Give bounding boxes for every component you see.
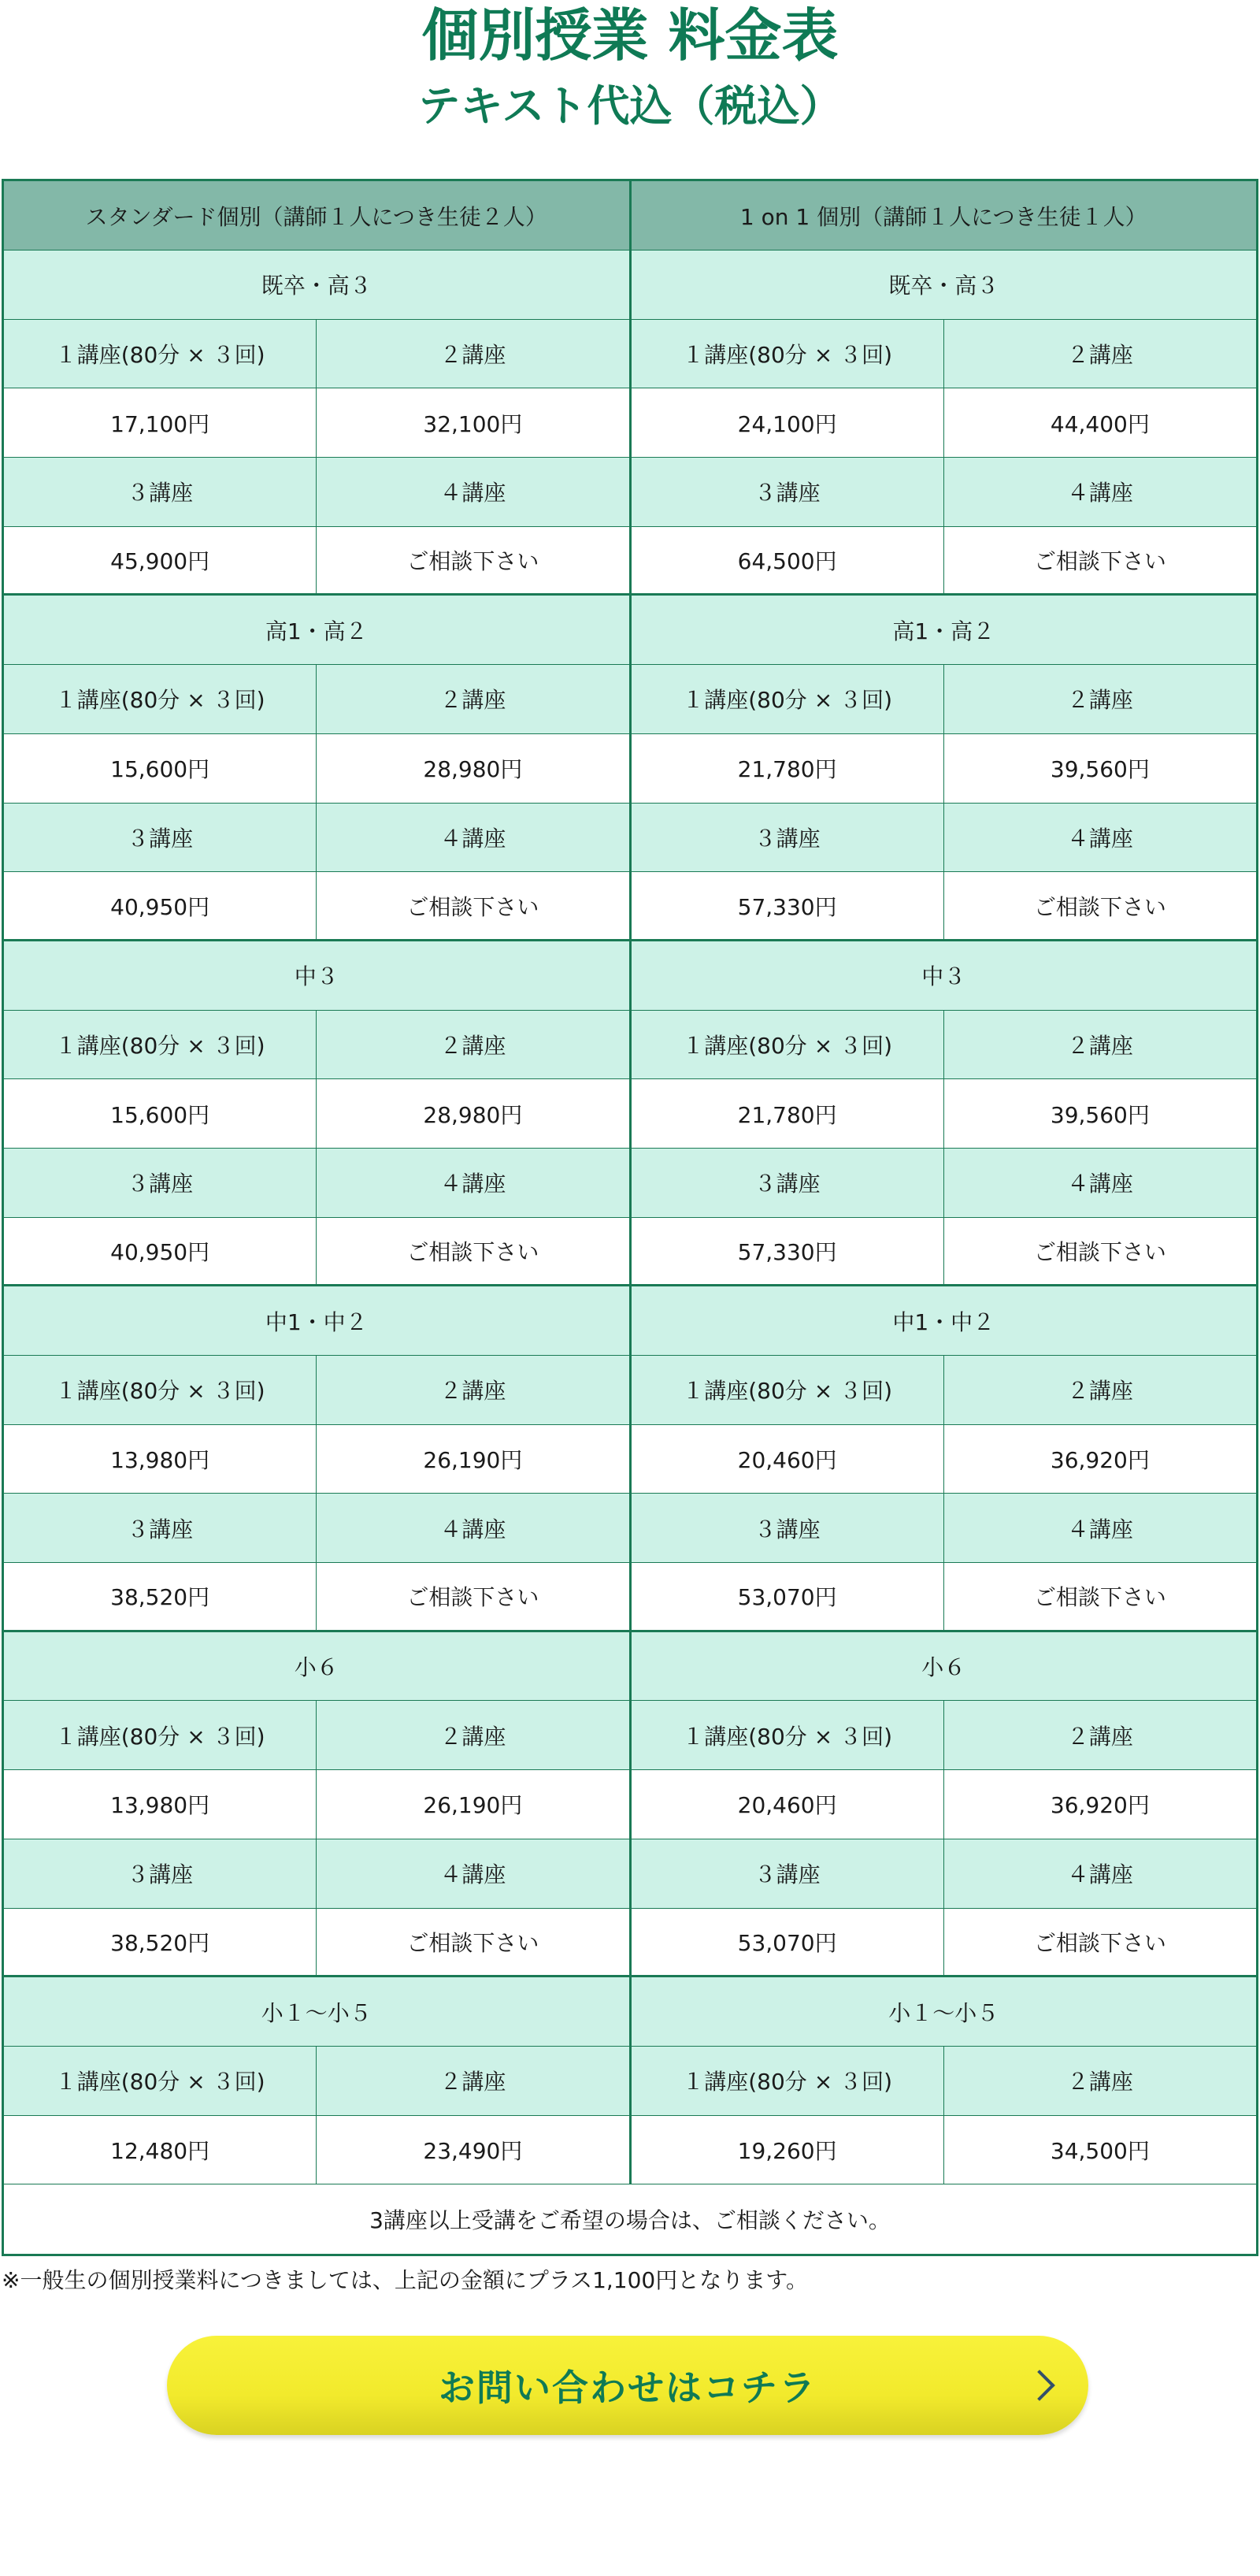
grade-label-one-on-one: 中３ (921, 963, 966, 990)
price-row (4, 1909, 1256, 1978)
price-one-on-one: 57,330円 (632, 872, 944, 939)
contact-button[interactable] (167, 2336, 1088, 2435)
course-label: １講座(80分 × ３回) (632, 1356, 944, 1424)
price-standard: ご相談下さい (317, 1218, 631, 1285)
price-one-on-one: 20,460円 (632, 1425, 944, 1494)
course-label: ２講座 (1066, 1378, 1133, 1405)
course-label: １講座(80分 × ３回) (4, 320, 317, 388)
price-one-on-one: 21,780円 (632, 734, 944, 803)
course-label: ４講座 (1066, 1861, 1133, 1888)
price-standard: 15,600円 (4, 734, 317, 803)
course-label: ２講座 (317, 320, 631, 388)
course-label: ３講座 (632, 1149, 944, 1217)
price-one-on-one: 53,070円 (632, 1563, 944, 1630)
course-label: ３講座 (4, 1839, 317, 1908)
chevron-right-icon (1024, 2370, 1055, 2401)
course-label-row (4, 1011, 1256, 1080)
pricing-table (2, 179, 1258, 2256)
price-row (4, 734, 1256, 804)
course-label-row (4, 1839, 1256, 1909)
course-label: ４講座 (1066, 1171, 1133, 1197)
price-one-on-one: 53,070円 (632, 1909, 944, 1976)
course-label: ３講座 (632, 458, 944, 526)
table-note: 3講座以上受講をご希望の場合は、ご相談ください。 (369, 2207, 891, 2234)
price-row (4, 1770, 1256, 1839)
price-one-on-one: 39,560円 (1050, 756, 1150, 783)
course-label: ２講座 (1066, 1723, 1133, 1750)
price-standard: 26,190円 (317, 1425, 631, 1494)
price-row (4, 1079, 1256, 1149)
price-one-on-one: 34,500円 (1050, 2137, 1150, 2164)
price-one-on-one: ご相談下さい (1033, 548, 1166, 575)
grade-label-standard: 中1・中２ (4, 1286, 632, 1355)
course-label: ４講座 (1066, 480, 1133, 507)
price-standard: 45,900円 (4, 527, 317, 594)
course-label: ２講座 (1066, 2069, 1133, 2095)
price-one-on-one: ご相談下さい (1033, 893, 1166, 920)
course-label: ４講座 (1066, 1516, 1133, 1542)
course-label: １講座(80分 × ３回) (632, 1011, 944, 1079)
price-standard: 23,490円 (317, 2116, 631, 2184)
grade-row (4, 1286, 1256, 1356)
price-row (4, 872, 1256, 941)
grade-row (4, 251, 1256, 320)
course-label: ４講座 (317, 804, 631, 872)
course-label: １講座(80分 × ３回) (632, 665, 944, 733)
course-label: １講座(80分 × ３回) (4, 665, 317, 733)
course-label: １講座(80分 × ３回) (632, 320, 944, 388)
price-standard: ご相談下さい (317, 527, 631, 594)
course-label: １講座(80分 × ３回) (4, 1011, 317, 1079)
course-label: １講座(80分 × ３回) (4, 1356, 317, 1424)
price-row (4, 2116, 1256, 2185)
course-label: ３講座 (632, 1839, 944, 1908)
price-standard: 40,950円 (4, 1218, 317, 1285)
grade-groups (4, 251, 1256, 2184)
course-label-row (4, 804, 1256, 873)
course-label: １講座(80分 × ３回) (4, 2047, 317, 2115)
price-standard: ご相談下さい (317, 872, 631, 939)
course-label-row (4, 1149, 1256, 1218)
course-label: １講座(80分 × ３回) (632, 2047, 944, 2115)
price-one-on-one: 39,560円 (1050, 1101, 1150, 1128)
course-label-row (4, 320, 1256, 389)
price-standard: 26,190円 (317, 1770, 631, 1839)
contact-button-label: お問い合わせはコチラ (439, 2366, 817, 2409)
course-label: ３講座 (632, 1494, 944, 1562)
price-one-on-one: 20,460円 (632, 1770, 944, 1839)
price-row (4, 388, 1256, 458)
price-standard: 13,980円 (4, 1770, 317, 1839)
course-label: ３講座 (4, 1494, 317, 1562)
grade-label-one-on-one: 高1・高２ (892, 618, 995, 644)
price-one-on-one: 36,920円 (1050, 1447, 1150, 1474)
price-standard: 32,100円 (317, 388, 631, 457)
page-title: 個別授業 料金表 (421, 2, 839, 69)
price-standard: ご相談下さい (317, 1909, 631, 1976)
price-row (4, 1425, 1256, 1494)
header-standard: スタンダード個別（講師１人につき生徒２人） (4, 181, 632, 250)
table-note-row (4, 2184, 1256, 2254)
course-label: ３講座 (4, 804, 317, 872)
grade-label-standard: 中３ (4, 941, 632, 1010)
page-subtitle: テキスト代込（税込） (417, 81, 843, 131)
price-one-on-one: 19,260円 (632, 2116, 944, 2184)
price-row (4, 527, 1256, 596)
course-label: ４講座 (317, 1149, 631, 1217)
grade-label-one-on-one: 小１～小５ (888, 1999, 999, 2026)
price-one-on-one: ご相談下さい (1033, 1584, 1166, 1611)
price-standard: 28,980円 (317, 1079, 631, 1148)
course-label: ２講座 (317, 1011, 631, 1079)
price-one-on-one: ご相談下さい (1033, 1238, 1166, 1265)
course-label: ２講座 (317, 2047, 631, 2115)
price-standard: 13,980円 (4, 1425, 317, 1494)
header-one-on-one: 1 on 1 個別（講師１人につき生徒１人） (739, 203, 1147, 230)
course-label-row (4, 1701, 1256, 1770)
price-one-on-one: 24,100円 (632, 388, 944, 457)
price-standard: 15,600円 (4, 1079, 317, 1148)
grade-label-standard: 高1・高２ (4, 596, 632, 664)
course-label: ４講座 (317, 1494, 631, 1562)
course-label-row (4, 458, 1256, 527)
course-label: ２講座 (1066, 342, 1133, 369)
price-standard: 12,480円 (4, 2116, 317, 2184)
grade-label-standard: 小６ (4, 1632, 632, 1701)
course-label-row (4, 665, 1256, 734)
course-label-row (4, 1494, 1256, 1563)
course-label: ４講座 (1066, 825, 1133, 852)
price-one-on-one: 21,780円 (632, 1079, 944, 1148)
grade-label-standard: 既卒・高３ (4, 251, 632, 319)
price-row (4, 1218, 1256, 1287)
course-label: ２講座 (317, 1356, 631, 1424)
price-standard: 38,520円 (4, 1563, 317, 1630)
course-label: ４講座 (317, 1839, 631, 1908)
course-label: ４講座 (317, 458, 631, 526)
price-standard: 28,980円 (317, 734, 631, 803)
price-one-on-one: 36,920円 (1050, 1792, 1150, 1819)
price-one-on-one: ご相談下さい (1033, 1929, 1166, 1956)
course-label-row (4, 2047, 1256, 2116)
course-label: ２講座 (1066, 1032, 1133, 1059)
price-one-on-one: 57,330円 (632, 1218, 944, 1285)
grade-row (4, 941, 1256, 1011)
grade-label-standard: 小１～小５ (4, 1977, 632, 2046)
price-one-on-one: 44,400円 (1050, 410, 1150, 437)
price-one-on-one: 64,500円 (632, 527, 944, 594)
price-standard: 17,100円 (4, 388, 317, 457)
course-label: １講座(80分 × ３回) (632, 1701, 944, 1769)
price-standard: 38,520円 (4, 1909, 317, 1976)
course-label: ３講座 (632, 804, 944, 872)
course-label-row (4, 1356, 1256, 1425)
grade-row (4, 596, 1256, 665)
price-row (4, 1563, 1256, 1632)
grade-label-one-on-one: 中1・中２ (892, 1308, 995, 1335)
course-label: ２講座 (317, 665, 631, 733)
table-header-row (4, 181, 1256, 251)
grade-label-one-on-one: 既卒・高３ (888, 273, 999, 299)
course-label: ３講座 (4, 1149, 317, 1217)
course-label: ２講座 (317, 1701, 631, 1769)
price-standard: 40,950円 (4, 872, 317, 939)
course-label: ２講座 (1066, 687, 1133, 714)
grade-label-one-on-one: 小６ (921, 1654, 966, 1681)
course-label: ３講座 (4, 458, 317, 526)
price-standard: ご相談下さい (317, 1563, 631, 1630)
course-label: １講座(80分 × ３回) (4, 1701, 317, 1769)
grade-row (4, 1977, 1256, 2047)
grade-row (4, 1632, 1256, 1702)
footnote: ※一般生の個別授業料につきましては、上記の金額にプラス1,100円となります。 (2, 2267, 808, 2293)
